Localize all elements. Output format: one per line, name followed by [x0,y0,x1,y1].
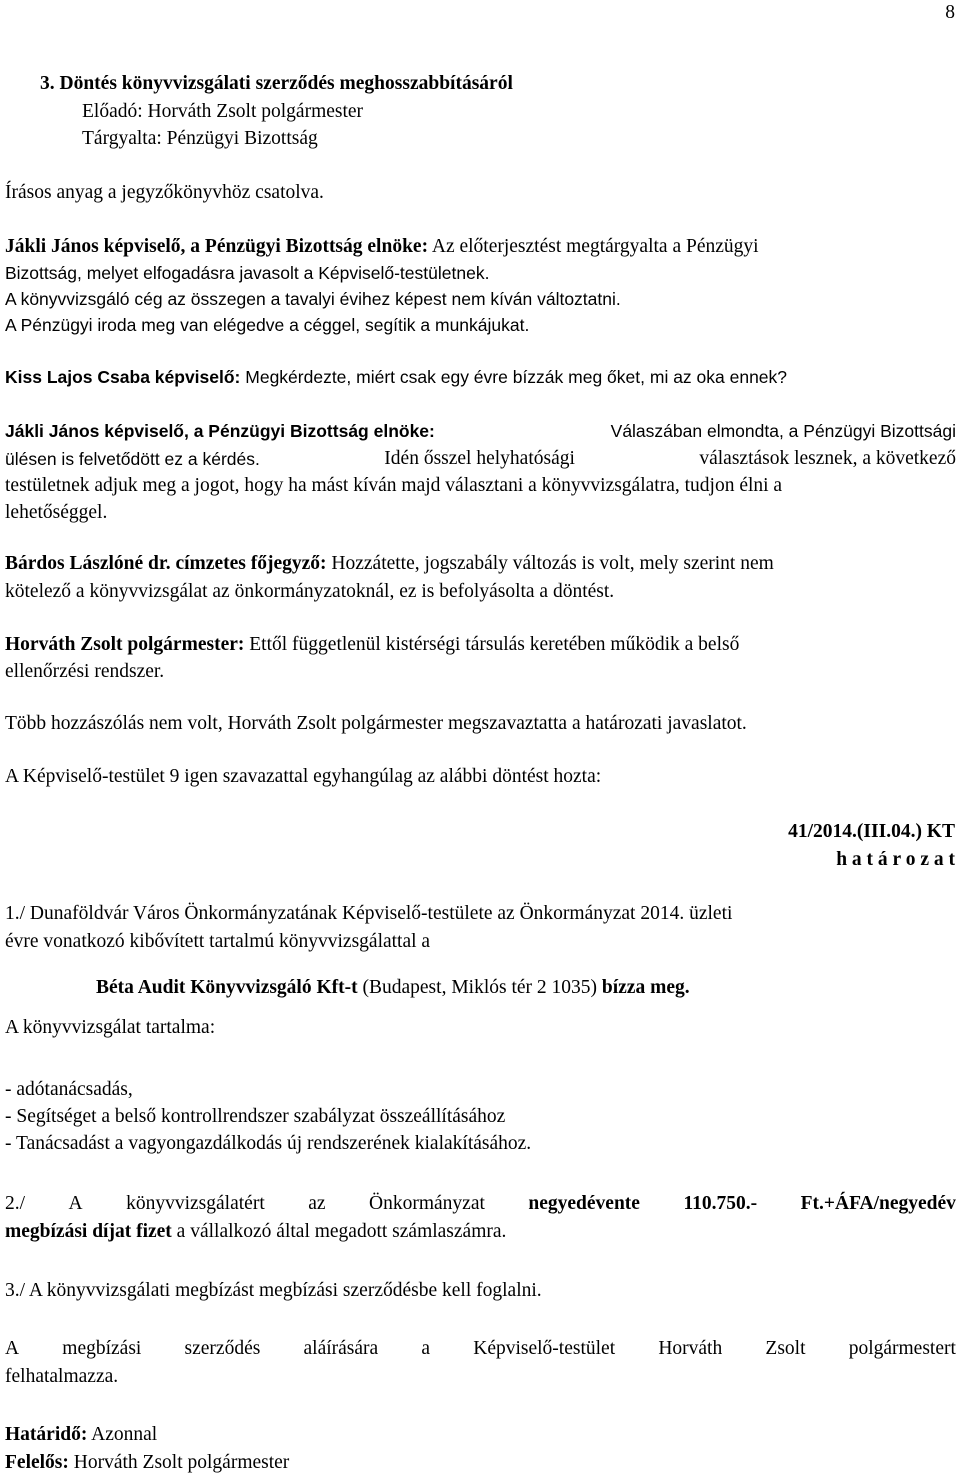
item-1-firm: Béta Audit Könyvvizsgáló Kft-t (Budapest, Miklós tér 2 1035) bízza meg. [96,977,690,998]
resolution-label: h a t á r o z a t [836,849,955,870]
agenda-title: 3. Döntés könyvvizsgálati szerződés meghosszabbításáról [40,73,513,94]
authorization-line-1: A megbízási szerződés aláírására a Képviselő-testület Horváth Zsolt polgármestert [5,1338,956,1359]
speaker: Kiss Lajos Csaba képviselő: [5,367,241,387]
paragraph-3-line-1: Jákli János képviselő, a Pénzügyi Bizottság elnöke: Válaszában elmondta, a Pénzügyi Bizottsági [5,418,956,444]
item-2-line-2: megbízási díjat fizet a vállalkozó által megadott számlaszámra. [5,1221,507,1242]
item-1-content-label: A könyvvizsgálat tartalma: [5,1017,216,1038]
paragraph-1-line-1: Jákli János képviselő, a Pénzügyi Bizottság elnöke: Az előterjesztést megtárgyalta a Pénzügyi [5,236,759,257]
paragraph-6: Több hozzászólás nem volt, Horváth Zsolt polgármester megszavaztatta a határozati javaslatot. [5,713,747,734]
list-item: - Segítséget a belső kontrollrendszer szabályzat összeállításához [5,1106,506,1127]
paragraph-7: A Képviselő-testület 9 igen szavazattal egyhangúlag az alábbi döntést hozta: [5,766,602,787]
item-1-line-2: évre vonatkozó kibővített tartalmú könyvvizsgálattal a [5,931,431,952]
paragraph-1-line-3: A könyvvizsgáló cég az összegen a tavalyi évihez képest nem kíván változtatni. [5,289,621,309]
paragraph-2: Kiss Lajos Csaba képviselő: Megkérdezte, miért csak egy évre bízzák meg őket, mi az oka ennek? [5,367,788,387]
paragraph-4-line-2: kötelező a könyvvizsgálat az önkormányzatoknál, ez is befolyásolta a döntést. [5,581,615,602]
item-3: 3./ A könyvvizsgálati megbízást megbízási szerződésbe kell foglalni. [5,1280,542,1301]
item-2-line-1: 2./ A könyvvizsgálatért az Önkormányzat negyedévente 110.750.- Ft.+ÁFA/negyedév [5,1193,956,1214]
paragraph-1-line-4: A Pénzügyi iroda meg van elégedve a céggel, segítik a munkájukat. [5,315,530,335]
speaker: Bárdos Lászlóné dr. címzetes főjegyző: [5,553,327,574]
resolution-number: 41/2014.(III.04.) KT [788,821,955,842]
paragraph-3-line-4: lehetőséggel. [5,502,108,523]
paragraph-5-line-1: Horváth Zsolt polgármester: Ettől függetlenül kistérségi társulás keretében működik a belső [5,634,740,655]
agenda-discussed-by: Tárgyalta: Pénzügyi Bizottság [82,128,318,149]
item-1-line-1: 1./ Dunaföldvár Város Önkormányzatának Képviselő-testülete az Önkormányzat 2014. üzleti [5,903,733,924]
paragraph-3-line-2: ülésen is felvetődött ez a kérdés. Idén ősszel helyhatósági választások lesznek, a következő [5,448,956,469]
authorization-line-2: felhatalmazza. [5,1366,119,1387]
list-item: - adótanácsadás, [5,1079,133,1100]
deadline: Határidő: Azonnal [5,1424,158,1445]
attachment-note: Írásos anyag a jegyzőkönyvhöz csatolva. [5,182,324,203]
paragraph-4-line-1: Bárdos Lászlóné dr. címzetes főjegyző: Hozzátette, jogszabály változás is volt, mely szerint nem [5,553,774,574]
speaker: Jákli János képviselő, a Pénzügyi Bizottság elnöke: [5,421,435,441]
speaker: Horváth Zsolt polgármester: [5,634,245,655]
list-item: - Tanácsadást a vagyongazdálkodás új rendszerének kialakításához. [5,1133,532,1154]
paragraph-3-line-3: testületnek adjuk meg a jogot, hogy ha mást kíván majd választani a könyvvizsgálatra, tudjon élni a [5,475,783,496]
speaker: Jákli János képviselő, a Pénzügyi Bizottság elnöke: [5,236,429,257]
agenda-presenter: Előadó: Horváth Zsolt polgármester [82,101,364,122]
paragraph-1-line-2: Bizottság, melyet elfogadásra javasolt a Képviselő-testületnek. [5,263,490,283]
responsible: Felelős: Horváth Zsolt polgármester [5,1452,290,1473]
paragraph-5-line-2: ellenőrzési rendszer. [5,661,165,682]
page-number: 8 [945,2,955,23]
